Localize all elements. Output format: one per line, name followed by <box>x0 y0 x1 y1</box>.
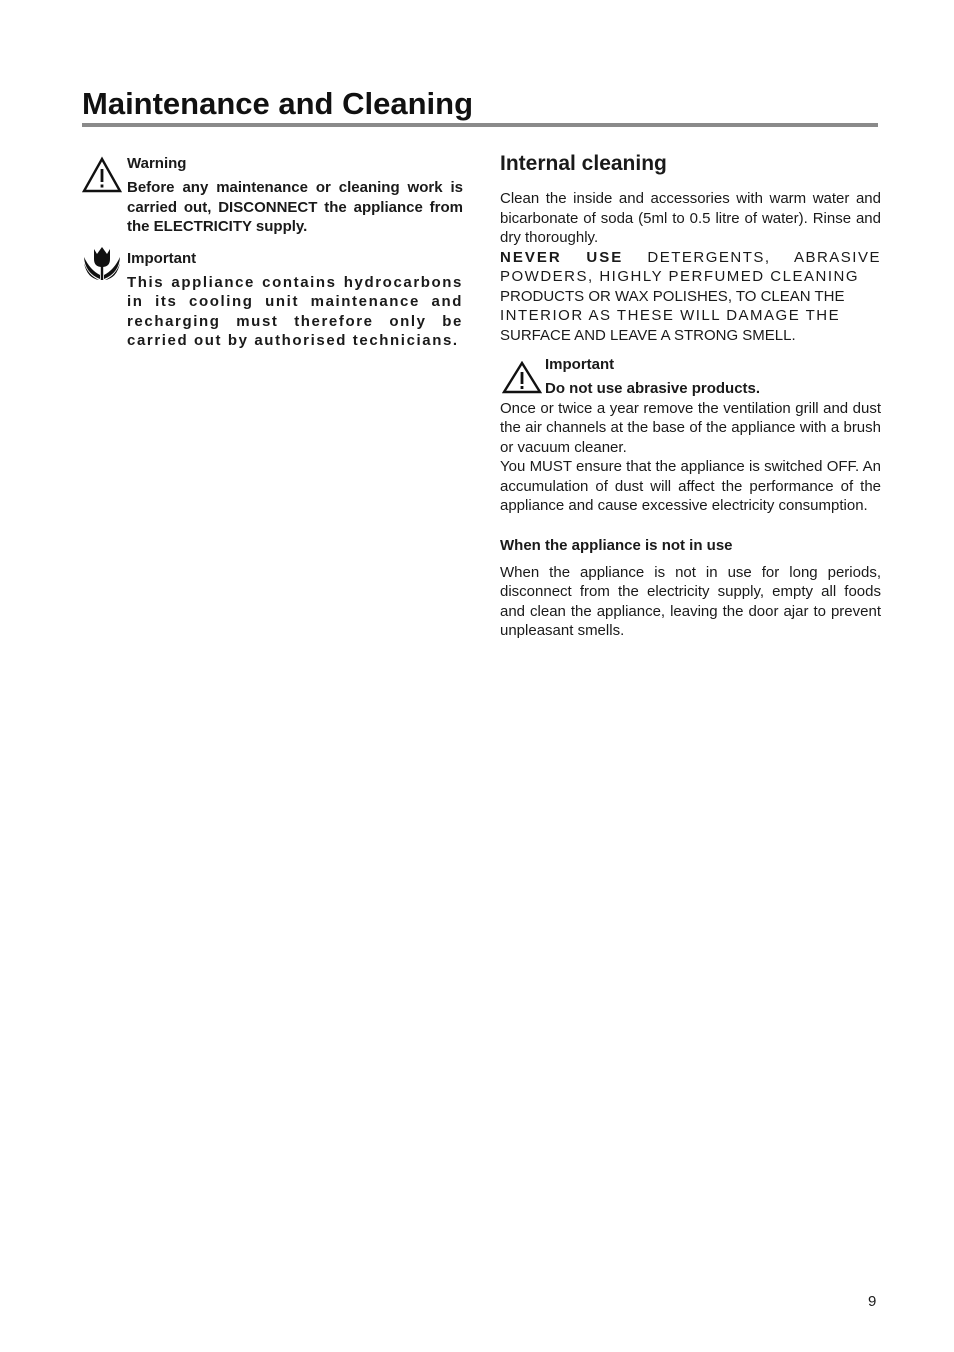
left-column <box>82 154 463 359</box>
abrasive-important-text: Do not use abrasive products. <box>545 380 761 397</box>
important-notice <box>82 249 463 351</box>
not-in-use-instructions: When the appliance is not in use for long periods, disconnect from the electricity supply, empty all foods and clean the appliance, leaving the door ajar to prevent unpleasant smells. <box>500 563 881 639</box>
abrasive-important-notice <box>500 355 881 399</box>
never-use-notice <box>500 248 881 346</box>
never-use-text-3: INTERIOR AS THESE WILL DAMAGE THE <box>500 307 841 324</box>
warning-triangle-icon <box>82 156 122 194</box>
page-number: 9 <box>868 1293 877 1310</box>
internal-cleaning-heading: Internal cleaning <box>500 152 667 175</box>
warning-triangle-icon <box>502 361 542 395</box>
warning-text: Before any maintenance or cleaning work is carried out, DISCONNECT the appliance from the ELECTRICITY supply. <box>127 179 463 235</box>
never-use-text-2: PRODUCTS OR WAX POLISHES, TO CLEAN THE <box>500 287 845 305</box>
title-rule <box>82 123 878 127</box>
never-use-lead: NEVER USE <box>500 248 624 266</box>
environment-tulip-icon <box>82 243 122 281</box>
ventilation-instructions: Once or twice a year remove the ventilation grill and dust the air channels at the base of the appliance with a brush or vacuum cleaner. <box>500 399 881 456</box>
never-use-text-4: SURFACE AND LEAVE A STRONG SMELL. <box>500 326 796 344</box>
right-column <box>500 150 881 641</box>
page-title: Maintenance and Cleaning <box>82 86 474 121</box>
abrasive-important-title: Important <box>545 356 615 373</box>
important-title: Important <box>127 249 197 267</box>
never-use-text-1: DETERGENTS, ABRASIVE POWDERS, HIGHLY PERFUMED CLEANING <box>500 248 881 285</box>
warning-notice <box>82 154 463 237</box>
not-in-use-heading: When the appliance is not in use <box>500 536 733 554</box>
important-text: This appliance contains hydrocarbons in its cooling unit maintenance and recharging must therefore only be carried out by authorised technicians. <box>127 273 463 349</box>
warning-title: Warning <box>127 155 187 172</box>
cleaning-instructions: Clean the inside and accessories with warm water and bicarbonate of soda (5ml to 0.5 litre of water). Rinse and dry thoroughly. <box>500 190 881 246</box>
switch-off-notice: You MUST ensure that the appliance is switched OFF. An accumulation of dust will affect the performance of the appliance and cause excessive electricity consumption. <box>500 458 881 514</box>
